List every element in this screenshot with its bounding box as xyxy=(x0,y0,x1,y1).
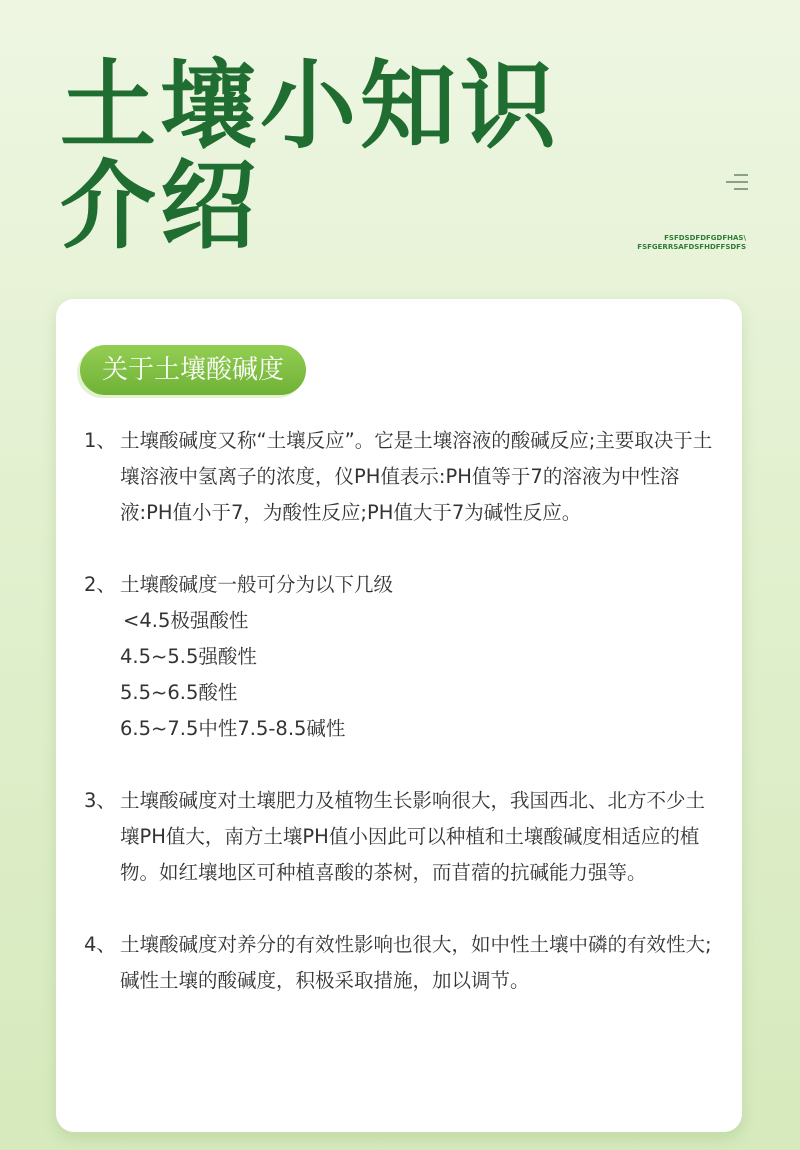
decorative-caption-line-2: FSFGERRSAFDSFHDFFSDFS xyxy=(637,243,746,251)
item-number: 4、 xyxy=(84,933,116,956)
acidity-level: 5.5~6.5酸性 xyxy=(120,681,238,704)
item-text: 土壤酸碱度对土壤肥力及植物生长影响很大，我国西北、北方不少土壤PH值大，南方土壤PH值小因此可以种植和土壤酸碱度相适应的植物。如红壤地区可种植喜酸的茶树，而苜蓿的抗碱能力强等。 xyxy=(120,789,706,884)
item-text: 土壤酸碱度对养分的有效性影响也很大，如中性土壤中磷的有效性大;碱性土壤的酸碱度，积极采取措施，加以调节。 xyxy=(120,933,712,992)
item-number: 2、 xyxy=(84,573,116,596)
decorative-caption-line-1: FSFDSDFDFGDFHAS\ xyxy=(664,234,746,242)
menu-lines-icon xyxy=(724,172,748,192)
list-item xyxy=(84,927,724,999)
decorative-caption xyxy=(637,234,746,252)
list-item xyxy=(84,423,724,531)
item-number: 1、 xyxy=(84,429,116,452)
content-card xyxy=(56,299,742,1132)
item-list xyxy=(84,423,724,1035)
page-title-line-1: 土壤小知识 xyxy=(60,50,560,162)
list-item xyxy=(84,567,724,747)
acidity-level: 4.5~5.5强酸性 xyxy=(120,645,257,668)
page-title-line-2: 介绍 xyxy=(60,150,260,262)
acidity-level: 6.5~7.5中性7.5-8.5碱性 xyxy=(120,717,346,740)
item-number: 3、 xyxy=(84,789,116,812)
list-item xyxy=(84,783,724,891)
item-text: 土壤酸碱度又称“土壤反应”。它是土壤溶液的酸碱反应;主要取决于土壤溶液中氢离子的浓度，仪PH值表示:PH值等于7的溶液为中性溶液:PH值小于7，为酸性反应;PH值大于7为碱性反应。 xyxy=(120,429,713,524)
acidity-level: <4.5极强酸性 xyxy=(123,609,249,632)
item-text: 土壤酸碱度一般可分为以下几级 xyxy=(120,573,394,596)
section-heading-pill: 关于土壤酸碱度 xyxy=(80,345,306,395)
